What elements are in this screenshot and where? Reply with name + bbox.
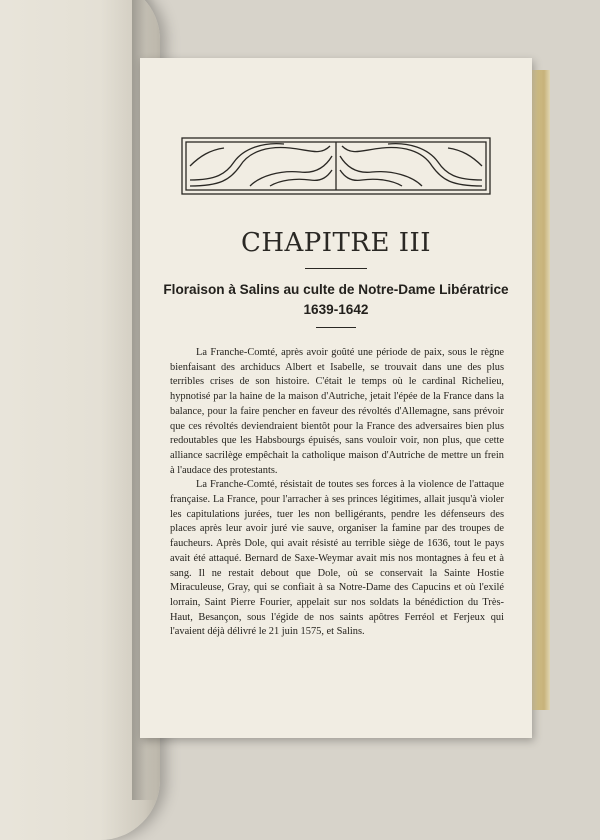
title-divider — [305, 268, 367, 269]
subtitle-line: Floraison à Salins au culte de Notre-Dame Libératrice — [163, 282, 509, 297]
paragraph: La Franche-Comté, résistait de toutes ses forces à la violence de l'attaque française. La France, pour l'arracher à ses princes légitimes, allait jusqu'à violer les capitulations jurées, tuer les non belligérants, pendre les défenseurs des places après leur avoir juré vie sauve, organiser la famine par des troupes de faucheurs. Après Dole, qui avait résisté au terrible siège de 1636, tout le pays avait été attaqué. Bernard de Saxe-Weymar avait mis nos montagnes à feu et à sang. Il ne restait debout que Dole, où se conservait la Sainte Hostie Miraculeuse, Gray, qui se confiait à sa Notre-Dame des Capucins et où l'exilé lorrain, Saint Pierre Fourier, appelait sur nos soldats la bénédiction du Très-Haut, Besançon, sous l'égide de nos saints apôtres Ferréol et Ferjeux qui l'avaient déjà délivré le 21 juin 1575, et Salins. — [170, 479, 504, 638]
art-nouveau-ornament-icon — [180, 136, 492, 196]
subtitle-dates: 1639-1642 — [303, 302, 369, 317]
subtitle-divider — [316, 327, 356, 328]
body-text — [170, 346, 504, 640]
paragraph: La Franche-Comté, après avoir goûté une période de paix, sous le règne bienfaisant des archiducs Albert et Isabelle, se trouvait dans une des plus terribles crises de son histoire. C'était le temps où le cardinal Richelieu, hypnotisé par la haine de la maison d'Autriche, jetait l'épée de la France dans la balance, pour la faire pencher en faveur des révoltés d'Allemagne, sans prévoir que ces révoltés deviendraient bientôt pour la France des adversaires bien plus redoutables que les Habsbourgs épuisés, sans vouloir voir, non plus, que cette alliance sacrilège empêchait la catholique maison d'Autriche de mettre un frein à l'audace des protestants. — [170, 347, 504, 476]
page-edges — [530, 70, 550, 710]
chapter-title: CHAPITRE III — [240, 228, 432, 258]
right-page — [140, 58, 532, 738]
chapter-subtitle — [140, 280, 532, 320]
